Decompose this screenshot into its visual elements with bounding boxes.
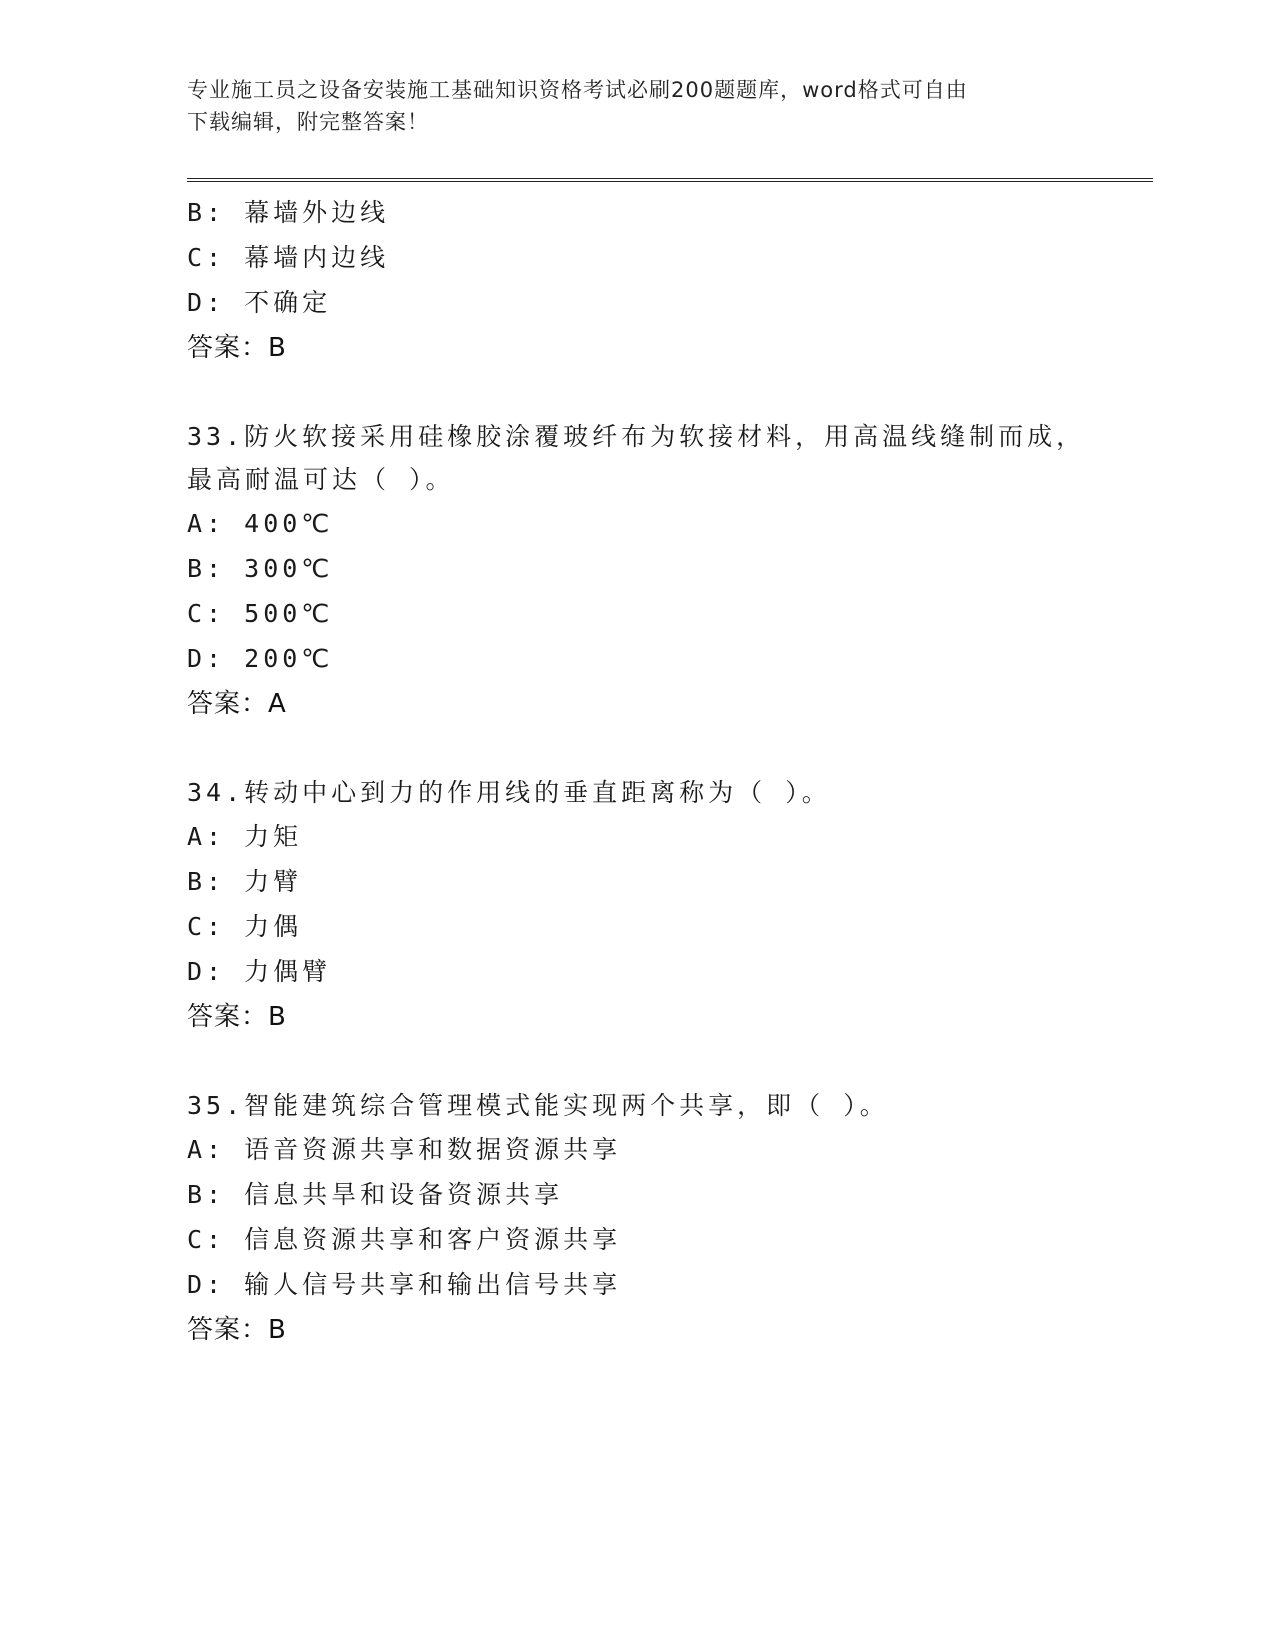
document-header: [187, 74, 1087, 138]
question-33: [187, 415, 1087, 727]
header-divider: [187, 178, 1153, 182]
option-b: B: 力臂: [187, 867, 303, 896]
option-b: B: 幕墙外边线: [187, 198, 390, 227]
option-b: B: 信息共旱和设备资源共享: [187, 1180, 564, 1209]
option-d: D: 不确定: [187, 288, 332, 317]
question-list: [187, 190, 1087, 1353]
question-stem: 35.智能建筑综合管理模式能实现两个共享，即（ ）。: [187, 1091, 889, 1120]
option-a: A: 语音资源共享和数据资源共享: [187, 1135, 622, 1164]
option-c: C: 500℃: [187, 599, 334, 628]
header-title-line-2: 下载编辑，附完整答案！: [187, 110, 429, 134]
question-35: [187, 1084, 1087, 1353]
option-a: A: 400℃: [187, 509, 334, 538]
option-a: A: 力矩: [187, 822, 303, 851]
option-c: C: 幕墙内边线: [187, 243, 390, 272]
question-32-continued: [187, 190, 1087, 371]
answer: 答案：A: [187, 689, 287, 719]
question-34: [187, 771, 1087, 1040]
option-b: B: 300℃: [187, 554, 334, 583]
option-d: D: 力偶臂: [187, 957, 332, 986]
option-d: D: 输人信号共享和输出信号共享: [187, 1270, 622, 1299]
option-c: C: 信息资源共享和客户资源共享: [187, 1225, 622, 1254]
question-stem-line-2: 最高耐温可达（ ）。: [187, 465, 455, 494]
header-title-line-1: 专业施工员之设备安装施工基础知识资格考试必刷200题题库，word格式可自由: [187, 78, 968, 102]
answer: 答案：B: [187, 1002, 287, 1032]
option-d: D: 200℃: [187, 644, 334, 673]
answer: 答案：B: [187, 333, 287, 363]
option-c: C: 力偶: [187, 912, 303, 941]
question-stem: 34.转动中心到力的作用线的垂直距离称为（ ）。: [187, 778, 831, 807]
question-stem-line-1: 33.防火软接采用硅橡胶涂覆玻纤布为软接材料，用高温线缝制而成，: [187, 422, 1086, 451]
answer: 答案：B: [187, 1315, 287, 1345]
